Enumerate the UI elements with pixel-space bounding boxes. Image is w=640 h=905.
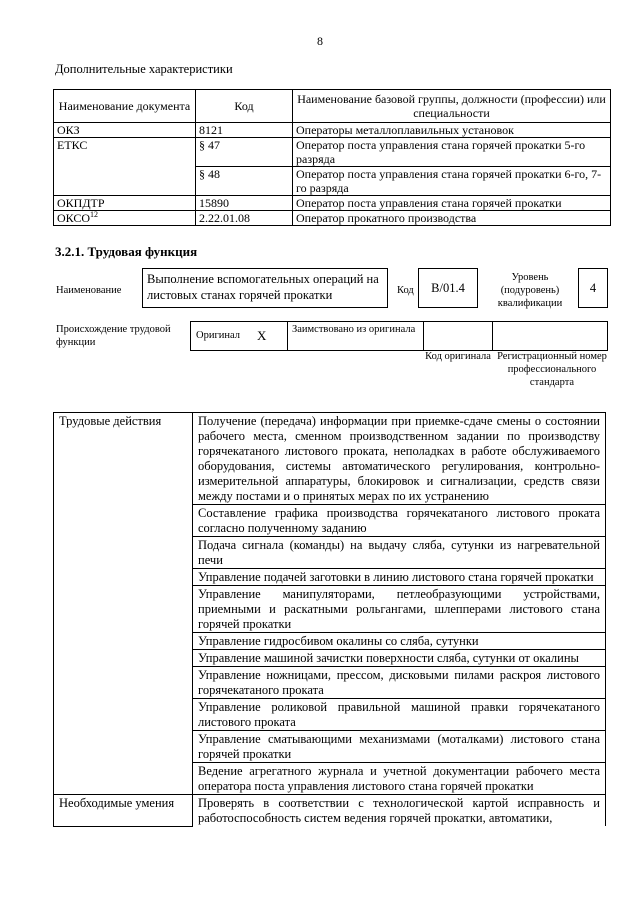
additional-characteristics-heading: Дополнительные характеристики: [55, 62, 233, 76]
row-code: 2.22.01.08: [196, 211, 293, 226]
action-item: Ведение агрегатного журнала и учетной документации рабочего места оператора поста управления листового стана горячей прокатки: [193, 763, 606, 795]
labor-function-heading: 3.2.1. Трудовая функция: [55, 244, 198, 259]
original-cell: [190, 321, 288, 351]
original-code-cell: [423, 321, 493, 351]
action-item: Управление роликовой правильной машиной правки горячекатаного листового проката: [193, 699, 606, 731]
table-row: [54, 123, 611, 138]
action-item: Управление гидросбивом окалины со сляба, сутунки: [193, 633, 606, 650]
code-label: Код: [397, 285, 414, 296]
row-name: Оператор поста управления стана горячей прокатки 6-го, 7-го разряда: [293, 167, 611, 196]
page-number: 8: [317, 34, 323, 48]
row-code: § 47: [196, 138, 293, 167]
row-doc: [54, 211, 196, 226]
row-code: 15890: [196, 196, 293, 211]
labor-actions-table: [53, 412, 606, 827]
table-row: [54, 196, 611, 211]
original-label: Оригинал: [196, 330, 240, 341]
action-item: Управление подачей заготовки в линию листового стана горячей прокатки: [193, 569, 606, 586]
table-header-row: [54, 90, 611, 123]
table-row: [54, 138, 611, 167]
action-item: Подача сигнала (команды) на выдачу сляба, сутунки из нагревательной печи: [193, 537, 606, 569]
footnote-mark: 12: [90, 210, 99, 219]
row-name: Оператор поста управления стана горячей прокатки: [293, 196, 611, 211]
header-code: Код: [196, 90, 293, 123]
action-item: Управление машиной зачистки поверхности сляба, сутунки от окалины: [193, 650, 606, 667]
action-item: Составление графика производства горячекатаного листового проката согласно полученному заданию: [193, 505, 606, 537]
skill-item: Проверять в соответствии с технологической картой исправность и работоспособность систем ведения горячей прокатки, автоматики,: [193, 795, 606, 827]
row-doc: ОКПДТР: [54, 196, 196, 211]
level-label: Уровень (подуровень) квалификации: [497, 272, 563, 309]
name-label: Наименование: [56, 285, 122, 296]
action-item: Получение (передача) информации при приемке-сдаче смены о состоянии рабочего места, сменном производственном задании по производству горячекатаного листового проката, неполадках в работе обслуживаемого оборудования, системы автоматического регулирования, контрольно-измерительной аппаратуры, блокировок и сигнализации, средств связи между постами и о принятых мерах по их устранению: [193, 413, 606, 505]
skills-label: Необходимые умения: [54, 795, 193, 827]
original-mark: X: [257, 328, 267, 343]
origin-label: Происхождение трудовой функции: [56, 324, 171, 348]
row-code: 8121: [196, 123, 293, 138]
code-caption: Код оригинала: [425, 351, 491, 362]
row-code: § 48: [196, 167, 293, 196]
borrowed-cell: Заимствовано из оригинала: [287, 321, 424, 351]
header-document: Наименование документа: [54, 90, 196, 123]
row-name: Оператор прокатного производства: [293, 211, 611, 226]
action-item: Управление сматывающими механизмами (моталками) листового стана горячей прокатки: [193, 731, 606, 763]
function-name-box: Выполнение вспомогательных операций на листовых станах горячей прокатки: [142, 268, 388, 308]
registration-number-cell: [492, 321, 608, 351]
additional-characteristics-table: [53, 89, 611, 226]
row-doc: ЕТКС: [54, 138, 196, 196]
table-row: [54, 795, 606, 827]
table-row: [54, 211, 611, 226]
table-row: [54, 413, 606, 505]
action-item: Управление ножницами, прессом, дисковыми пилами раскроя листового горячекатаного проката: [193, 667, 606, 699]
row-name: Операторы металлоплавильных установок: [293, 123, 611, 138]
level-box: 4: [578, 268, 608, 308]
row-doc-text: ОКСО: [57, 211, 91, 225]
function-code-box: В/01.4: [418, 268, 478, 308]
row-name: Оператор поста управления стана горячей прокатки 5-го разряда: [293, 138, 611, 167]
row-doc: ОКЗ: [54, 123, 196, 138]
labor-actions-label: Трудовые действия: [54, 413, 193, 795]
registration-caption: Регистрационный номер профессионального стандарта: [497, 351, 607, 388]
header-occupation: Наименование базовой группы, должности (профессии) или специальности: [293, 90, 611, 123]
action-item: Управление манипуляторами, петлеобразующими устройствами, приемными и раскатными рольгангами, шлепперами листового стана горячей прокатки: [193, 586, 606, 633]
